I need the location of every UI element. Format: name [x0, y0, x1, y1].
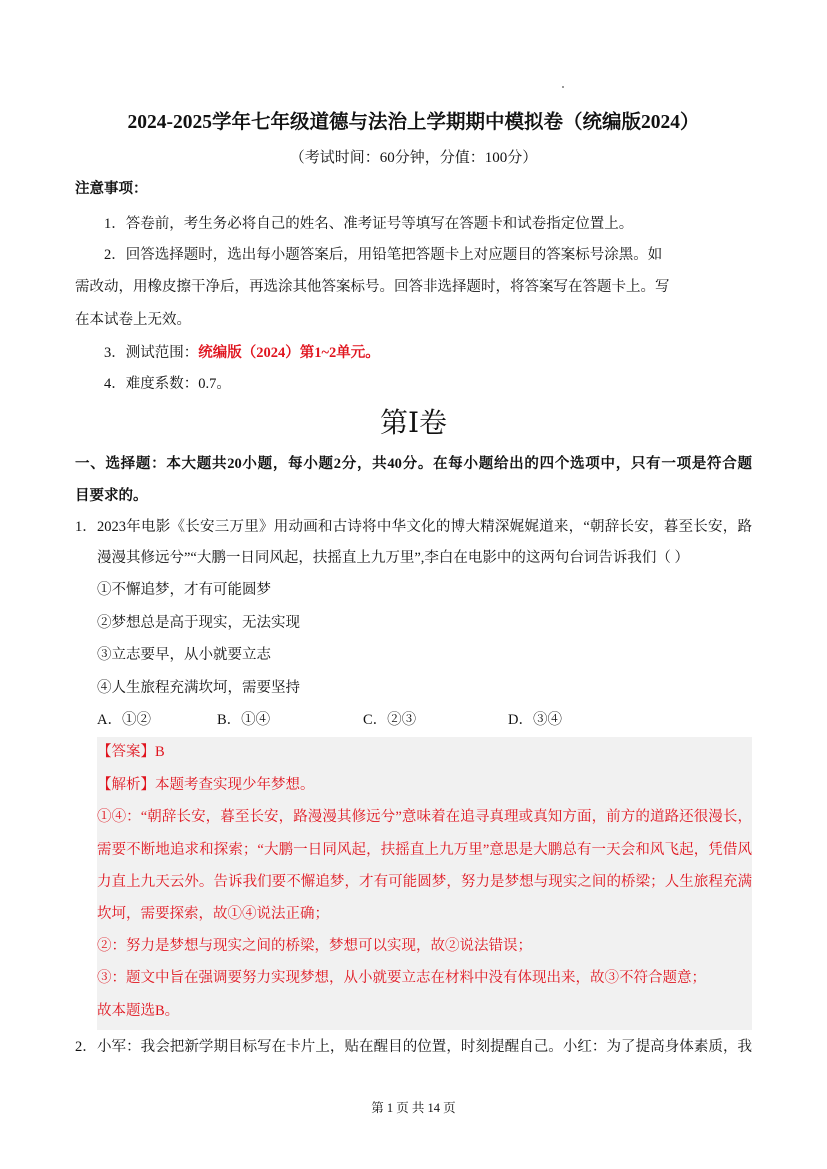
analysis-line: 故本题选B。	[97, 1003, 180, 1019]
scope-label: 3．测试范围：	[104, 345, 199, 361]
volume-heading: 第Ⅰ卷	[379, 408, 448, 439]
stray-mark	[562, 86, 564, 88]
analysis-line: ③：题文中旨在强调要努力实现梦想，从小就要立志在材料中没有体现出来，故③不符合题意；	[97, 970, 706, 986]
exam-info: （考试时间：60分钟，分值：100分）	[289, 150, 538, 166]
answer: 【答案】B	[97, 744, 165, 760]
statement-2: ②梦想总是高于现实，无法实现	[97, 615, 300, 631]
analysis-line: 坎坷，需要探索，故①④说法正确；	[97, 906, 329, 922]
notice-item-1: 1．答卷前，考生务必将自己的姓名、准考证号等填写在答题卡和试卷指定位置上。	[104, 216, 634, 232]
analysis-line: ①④：“朝辞长安，暮至长安，路漫漫其修远兮”意味着在追寻真理或真知方面，前方的道路还很漫长，	[97, 809, 752, 825]
notice-item-2-cont: 需改动，用橡皮擦干净后，再选涂其他答案标号。回答非选择题时，将答案写在答题卡上。写	[75, 279, 670, 295]
question-stem: 2023年电影《长安三万里》用动画和古诗将中华文化的博大精深娓娓道来，“朝辞长安，暮至长安，路	[97, 519, 752, 535]
notice-item-2: 2．回答选择题时，选出每小题答案后，用铅笔把答题卡上对应题目的答案标号涂黑。如	[104, 247, 663, 263]
notice-item-2-cont: 在本试卷上无效。	[75, 312, 191, 328]
option-c: C．②③	[363, 712, 417, 728]
option-b: B．①④	[217, 712, 271, 728]
option-a: A．①②	[97, 712, 151, 728]
analysis-title: 【解析】本题考查实现少年梦想。	[97, 777, 315, 793]
page-footer: 第 1 页 共 14 页	[371, 1101, 456, 1115]
question-stem: 小军：我会把新学期目标写在卡片上，贴在醒目的位置，时刻提醒自己。小红：为了提高身体素质，我	[97, 1039, 752, 1055]
question-stem-cont: 漫漫其修远兮”“大鹏一日同风起，扶摇直上九万里”,李白在电影中的这两句台词告诉我们（ ）	[97, 550, 690, 566]
section-heading-cont: 目要求的。	[75, 488, 148, 504]
statement-4: ④人生旅程充满坎坷，需要坚持	[97, 680, 300, 696]
scope-value: 统编版（2024）第1~2单元。	[198, 345, 380, 361]
analysis-line: 需要不断地追求和探索；“大鹏一日同风起，扶摇直上九万里”意思是大鹏总有一天会和风飞起，凭借风	[97, 842, 752, 858]
section-heading: 一、选择题：本大题共20小题，每小题2分，共40分。在每小题给出的四个选项中，只有一项是符合题	[75, 456, 752, 472]
question-number: 2．	[75, 1039, 97, 1055]
document-title: 2024-2025学年七年级道德与法治上学期期中模拟卷（统编版2024）	[127, 112, 700, 133]
analysis-line: ②：努力是梦想与现实之间的桥梁，梦想可以实现，故②说法错误；	[97, 938, 532, 954]
analysis-line: 力直上九天云外。告诉我们要不懈追梦，才有可能圆梦，努力是梦想与现实之间的桥梁；人生旅程充满	[97, 874, 752, 890]
question-number: 1．	[75, 519, 97, 535]
notice-heading: 注意事项：	[75, 181, 148, 197]
statement-1: ①不懈追梦，才有可能圆梦	[97, 582, 271, 598]
option-d: D．③④	[508, 712, 562, 728]
notice-item-3	[104, 343, 380, 363]
notice-item-4: 4．难度系数：0.7。	[104, 376, 231, 392]
statement-3: ③立志要早，从小就要立志	[97, 647, 271, 663]
